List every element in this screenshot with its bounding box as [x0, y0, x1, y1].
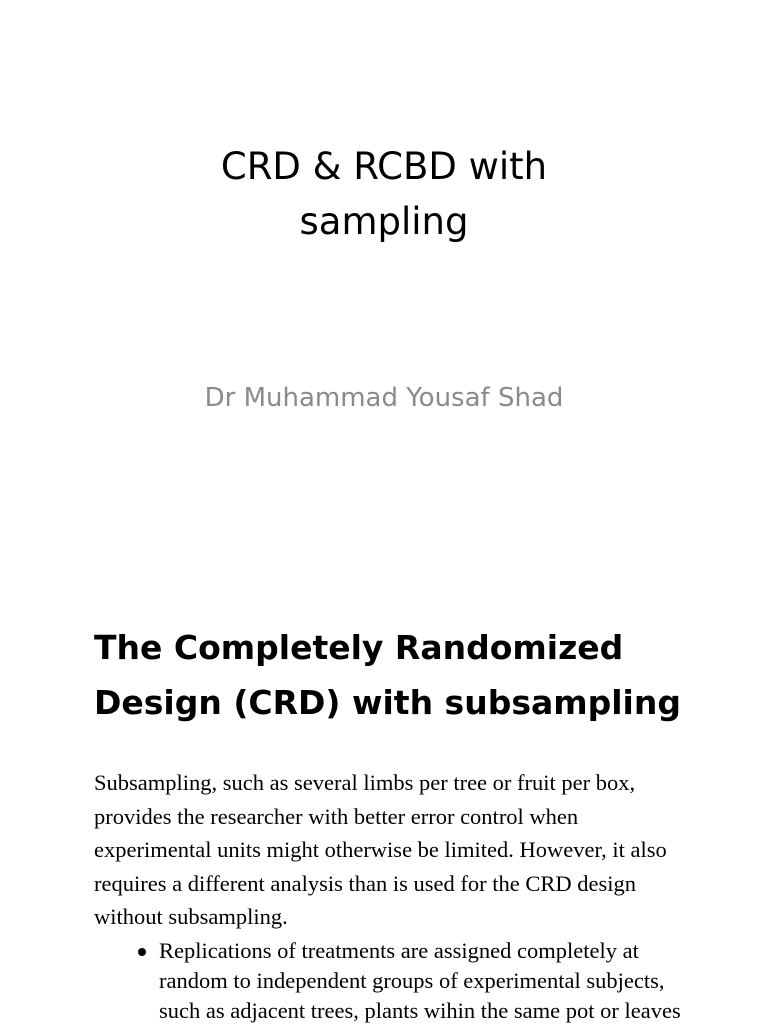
- paragraph-line: Subsampling, such as several limbs per tree or fruit per box,: [94, 770, 636, 795]
- paragraph-line: provides the researcher with better error control when: [94, 803, 579, 829]
- bullet-line: random to independent groups of experimental subjects,: [159, 968, 665, 993]
- bullet-line: Replications of treatments are assigned completely at: [159, 938, 639, 963]
- bullet-line: such as adjacent trees, plants wihin the same pot or leaves: [159, 998, 681, 1023]
- bullet-dot-icon: [138, 948, 146, 956]
- content-slide: [0, 590, 768, 1024]
- bullet-text: [159, 936, 681, 1024]
- slide-title-line-2: sampling: [299, 200, 469, 243]
- body-paragraph: [94, 766, 734, 934]
- author-subtitle: Dr Muhammad Yousaf Shad: [204, 383, 564, 413]
- paragraph-line: without subsampling.: [94, 904, 288, 929]
- slide-title-line-1: CRD & RCBD with: [220, 145, 548, 188]
- section-heading-line-1: The Completely Randomized: [94, 628, 624, 667]
- paragraph-line: requires a different analysis than is used for the CRD design: [94, 870, 636, 896]
- section-heading-line-2: Design (CRD) with subsampling: [94, 683, 681, 722]
- paragraph-line: experimental units might otherwise be limited. However, it also: [94, 837, 667, 862]
